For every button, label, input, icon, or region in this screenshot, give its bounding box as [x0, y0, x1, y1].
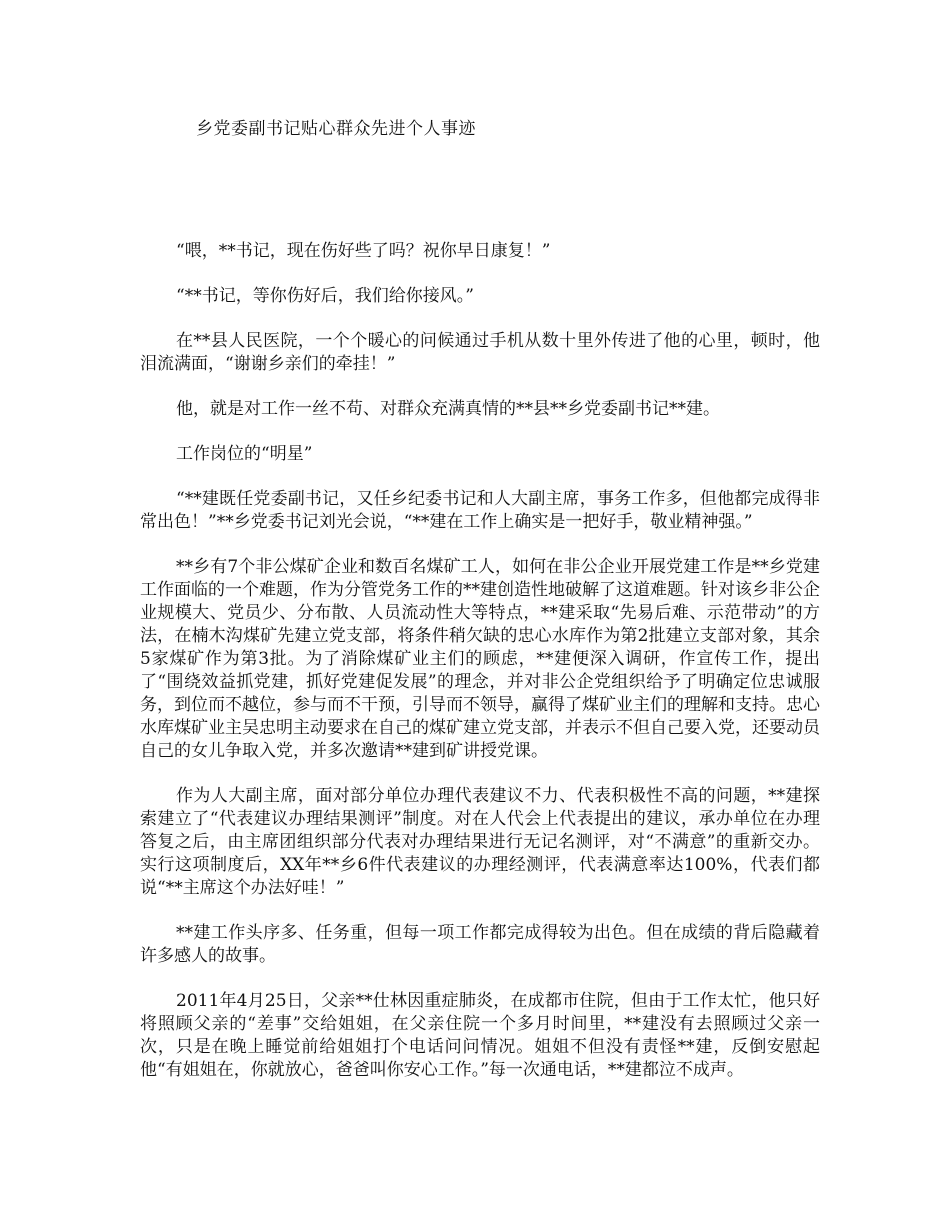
section-heading: 工作岗位的“明星” [176, 444, 313, 464]
paragraph-party-building: **乡有7个非公煤矿企业和数百名煤矿工人，如何在非公企业开展党建工作是**乡党建工作面临的一个难题，作为分管党务工作的**建创造性地破解了这道难题。针对该乡非公企业规模大、党员少、分布散、人员流动性大等特点，**建采取“先易后难、示范带动”的方法，在楠木沟煤矿先建立党支部，将条件稍欠缺的忠心水库作为第2批建立支部对象，其余5家煤矿作为第3批。为了消除煤矿业主们的顾虑，**建便深入调研，作宣传工作，提出了“围绕效益抓党建，抓好党建促发展”的理念，并对非公企党组织给予了明确定位忠诚服务，到位而不越位，参与而不干预，引导而不领导，赢得了煤矿业主们的理解和支持。忠心水库煤矿业主吴忠明主动要求在自己的煤矿建立党支部，并表示不但自己要入党，还要动员自己的女儿争取入党，并多次邀请**建到矿讲授党课。 [140, 557, 820, 761]
paragraph-hospital: 在**县人民医院，一个个暖心的问候通过手机从数十里外传进了他的心里，顿时，他泪流满面，“谢谢乡亲们的牵挂！” [140, 331, 820, 374]
document-title: 乡党委副书记贴心群众先进个人事迹 [196, 119, 476, 139]
paragraph-greeting-2: “**书记，等你伤好后，我们给你接风。” [176, 286, 474, 306]
paragraph-quote: “**建既任党委副书记，又任乡纪委书记和人大副主席，事务工作多，但他都完成得非常出色！”**乡党委书记刘光会说，“**建在工作上确实是一把好手，敬业精神强。” [140, 489, 820, 532]
paragraph-introduction: 他，就是对工作一丝不苟、对群众充满真情的**县**乡党委副书记**建。 [176, 399, 720, 419]
paragraph-representative-system: 作为人大副主席，面对部分单位办理代表建议不力、代表积极性不高的问题，**建探索建立了“代表建议办理结果测评”制度。对在人代会上代表提出的建议，承办单位在办理答复之后，由主席团组织部分代表对办理结果进行无记名测评，对“不满意”的重新交办。实行这项制度后，XX年**乡6件代表建议的办理经测评，代表满意率达100%，代表们都说“**主席这个办法好哇！” [140, 786, 820, 898]
paragraph-father-illness: 2011年4月25日，父亲**仕林因重症肺炎，在成都市住院，但由于工作太忙，他只好将照顾父亲的“差事”交给姐姐，在父亲住院一个多月时间里，**建没有去照顾过父亲一次，只是在晚上睡觉前给姐姐打个电话问问情况。姐姐不但没有责怪**建，反倒安慰起他“有姐姐在，你就放心，爸爸叫你安心工作。”每一次通电话，**建都泣不成声。 [140, 991, 820, 1080]
paragraph-hidden-stories: **建工作头序多、任务重，但每一项工作都完成得较为出色。但在成绩的背后隐藏着许多感人的故事。 [140, 923, 820, 966]
paragraph-greeting-1: “喂，**书记，现在伤好些了吗？祝你早日康复！” [176, 241, 551, 261]
document-body [140, 240, 820, 1104]
